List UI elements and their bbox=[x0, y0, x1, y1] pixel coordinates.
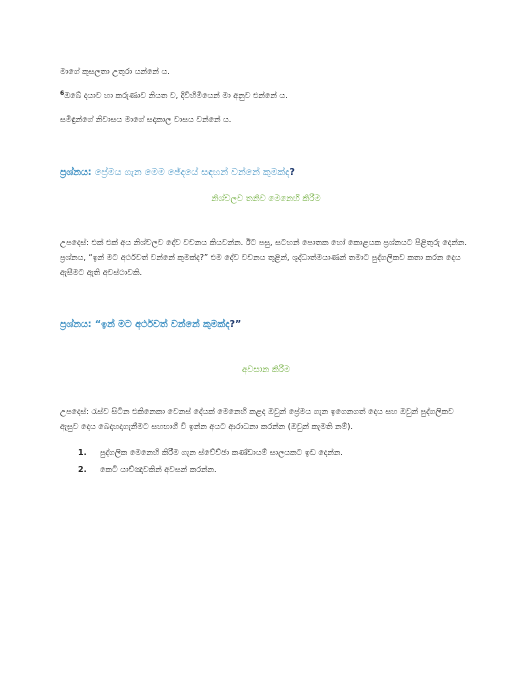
question-text: “ඉන් මට අර්ථවත් වන්නේ කුමක්ද bbox=[94, 319, 230, 330]
list-item: 1. පුද්ගලික මෙනෙහි කිරීම ගැන ස්වේච්ඡා කණ්ඩායම් සාලයකට ඉඩ දෙන්න. bbox=[78, 448, 343, 457]
question-one: ප්‍රශ්නය: ප්‍රේමය ගැන මෙම ඡේදයේ සඳහන් වන්නේ කුමක්ද? bbox=[60, 167, 295, 178]
closing-instructions-paragraph: උපදෙස්: රැස්ව සිටින එකිනෙකා වෙනස් දේයක් මෙනෙහි කළද ඔවුන් ප්‍රේමය ගැන ඉගෙනගත් දෙය සහ ඔවුන් පුද්ගලිකව ඇසුව දෙය බෙදාහදාගැනීමට සහභාගී වී ඉන්න අයට ආරාධනා කරන්න (ඔවුන් කැමති නම්). bbox=[60, 407, 454, 431]
question-text: ප්‍රේමය ගැන මෙම ඡේදයේ සඳහන් වන්නේ කුමක්ද bbox=[94, 167, 290, 178]
instructions-paragraph: උපදෙස්: එක් එක් අය නිශ්චලව දේව වචනය කියවන්න. ඊට පසු, සටහන් පොතක හෝ කොළයක ප්‍රශ්නයට පිළිතුරු දෙන්න. ප්‍රශ්නය, “ඉන් මට අර්ථවත් වන්නේ කුමක්ද?” එම දේව වචනය තුළින්, ශුද්ධාත්මයාණන් තමාට පුද්ගලිකව කතා කරන දෙය ඇසීමට ඇති අවස්ථාවකි. bbox=[60, 238, 467, 277]
verse-number: 6 bbox=[60, 90, 65, 97]
question-label: ප්‍රශ්නය: bbox=[60, 167, 92, 178]
list-item: 2. කෙටි යාච්ඤාවකින් අවසන් කරන්න. bbox=[78, 465, 217, 474]
psalm-verses bbox=[60, 66, 472, 126]
closing-steps-list bbox=[60, 444, 472, 478]
question-two: ප්‍රශ්නය: “ඉන් මට අර්ථවත් වන්නේ කුමක්ද?” bbox=[60, 319, 242, 330]
verse-line: $^6$ඔබේ දයාව හා කරුණාව නියත ව, දිවිහිමියෙන් මා අනුව එන්නේ ය. bbox=[60, 90, 288, 100]
verse-line: මාගේ කුසලතා උතුරා යන්නේ ය. bbox=[60, 67, 170, 76]
question-label: ප්‍රශ්නය: bbox=[60, 319, 92, 330]
section-title-silent-meditation: නිශ්චලව තනිව මෙනෙහි කිරීම bbox=[211, 194, 321, 204]
section-title-closing: අවසාන කිරීම bbox=[241, 365, 290, 375]
verse-line: සමිඳුන්ගේ නිවාසය මාගේ සදාකාල වාසය වන්නේ ය. bbox=[60, 115, 232, 124]
